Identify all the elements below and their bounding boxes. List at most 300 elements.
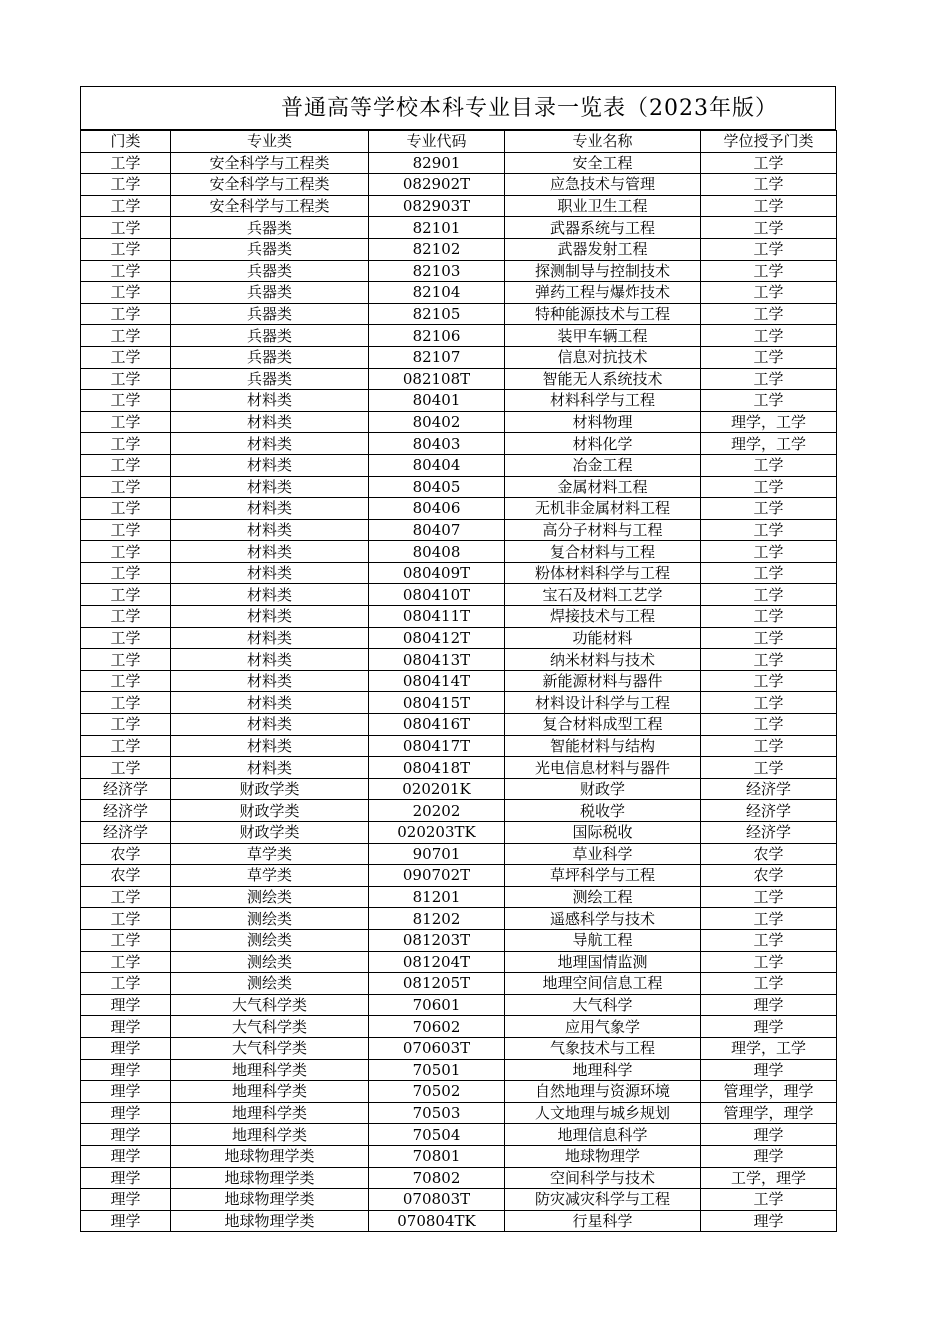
degree-category-cell: 经济学 — [701, 778, 837, 800]
major-name-cell: 行星科学 — [505, 1210, 701, 1232]
degree-category-cell: 工学 — [701, 908, 837, 930]
major-class-cell: 测绘类 — [171, 929, 369, 951]
major-class-cell: 财政学类 — [171, 822, 369, 844]
major-class-cell: 材料类 — [171, 498, 369, 520]
category-cell: 工学 — [81, 260, 171, 282]
major-name-cell: 材料物理 — [505, 411, 701, 433]
major-class-cell: 材料类 — [171, 562, 369, 584]
major-name-cell: 装甲车辆工程 — [505, 325, 701, 347]
category-cell: 工学 — [81, 476, 171, 498]
major-name-cell: 光电信息材料与器件 — [505, 757, 701, 779]
category-cell: 工学 — [81, 217, 171, 239]
table-row — [81, 1145, 837, 1167]
major-code-cell: 082108T — [369, 368, 505, 390]
major-class-cell: 地理科学类 — [171, 1102, 369, 1124]
major-class-cell: 地理科学类 — [171, 1124, 369, 1146]
degree-category-cell: 经济学 — [701, 800, 837, 822]
degree-category-cell: 工学，理学 — [701, 1167, 837, 1189]
category-cell: 工学 — [81, 152, 171, 174]
table-row — [81, 260, 837, 282]
major-class-cell: 兵器类 — [171, 368, 369, 390]
major-code-cell: 70601 — [369, 994, 505, 1016]
degree-category-cell: 理学 — [701, 1059, 837, 1081]
major-code-cell: 080411T — [369, 606, 505, 628]
degree-category-cell: 工学 — [701, 368, 837, 390]
major-code-cell: 70602 — [369, 1016, 505, 1038]
major-code-cell: 081205T — [369, 973, 505, 995]
table-row — [81, 1037, 837, 1059]
column-header-degree-category: 学位授予门类 — [701, 131, 837, 153]
table-row — [81, 174, 837, 196]
major-code-cell: 80406 — [369, 498, 505, 520]
major-class-cell: 安全科学与工程类 — [171, 195, 369, 217]
major-code-cell: 080417T — [369, 735, 505, 757]
degree-category-cell: 工学 — [701, 217, 837, 239]
major-class-cell: 地球物理学类 — [171, 1145, 369, 1167]
major-code-cell: 080418T — [369, 757, 505, 779]
major-name-cell: 草坪科学与工程 — [505, 865, 701, 887]
category-cell: 经济学 — [81, 800, 171, 822]
major-class-cell: 材料类 — [171, 735, 369, 757]
major-class-cell: 安全科学与工程类 — [171, 174, 369, 196]
category-cell: 工学 — [81, 757, 171, 779]
table-row — [81, 606, 837, 628]
category-cell: 工学 — [81, 929, 171, 951]
table-row — [81, 368, 837, 390]
category-cell: 工学 — [81, 303, 171, 325]
degree-category-cell: 工学 — [701, 714, 837, 736]
degree-category-cell: 理学 — [701, 1210, 837, 1232]
major-code-cell: 020203TK — [369, 822, 505, 844]
table-row — [81, 908, 837, 930]
category-cell: 工学 — [81, 282, 171, 304]
title-cell — [80, 86, 836, 130]
table-row — [81, 822, 837, 844]
major-code-cell: 080416T — [369, 714, 505, 736]
degree-category-cell: 工学 — [701, 152, 837, 174]
table-row — [81, 692, 837, 714]
category-cell: 工学 — [81, 174, 171, 196]
category-cell: 理学 — [81, 1124, 171, 1146]
category-cell: 工学 — [81, 606, 171, 628]
major-code-cell: 70802 — [369, 1167, 505, 1189]
major-class-cell: 地球物理学类 — [171, 1210, 369, 1232]
major-code-cell: 82104 — [369, 282, 505, 304]
table-row — [81, 714, 837, 736]
major-name-cell: 复合材料成型工程 — [505, 714, 701, 736]
degree-category-cell: 工学 — [701, 584, 837, 606]
major-name-cell: 遥感科学与技术 — [505, 908, 701, 930]
table-row — [81, 886, 837, 908]
degree-category-cell: 工学 — [701, 390, 837, 412]
major-code-cell: 082902T — [369, 174, 505, 196]
degree-category-cell: 农学 — [701, 843, 837, 865]
major-name-cell: 税收学 — [505, 800, 701, 822]
spreadsheet — [80, 86, 836, 1232]
table-row — [81, 1167, 837, 1189]
degree-category-cell: 管理学，理学 — [701, 1081, 837, 1103]
major-name-cell: 智能无人系统技术 — [505, 368, 701, 390]
major-name-cell: 气象技术与工程 — [505, 1037, 701, 1059]
major-code-cell: 90701 — [369, 843, 505, 865]
major-class-cell: 安全科学与工程类 — [171, 152, 369, 174]
degree-category-cell: 工学 — [701, 174, 837, 196]
table-row — [81, 346, 837, 368]
major-name-cell: 地理空间信息工程 — [505, 973, 701, 995]
degree-category-cell: 工学 — [701, 498, 837, 520]
degree-category-cell: 理学，工学 — [701, 1037, 837, 1059]
major-code-cell: 80405 — [369, 476, 505, 498]
major-code-cell: 82103 — [369, 260, 505, 282]
degree-category-cell: 工学 — [701, 260, 837, 282]
category-cell: 工学 — [81, 584, 171, 606]
major-code-cell: 80403 — [369, 433, 505, 455]
major-class-cell: 兵器类 — [171, 325, 369, 347]
table-row — [81, 1081, 837, 1103]
major-name-cell: 复合材料与工程 — [505, 541, 701, 563]
degree-category-cell: 理学 — [701, 1145, 837, 1167]
table-row — [81, 757, 837, 779]
major-code-cell: 82901 — [369, 152, 505, 174]
table-row — [81, 1102, 837, 1124]
degree-category-cell: 工学 — [701, 238, 837, 260]
major-name-cell: 空间科学与技术 — [505, 1167, 701, 1189]
table-row — [81, 778, 837, 800]
table-row — [81, 541, 837, 563]
major-code-cell: 80407 — [369, 519, 505, 541]
major-class-cell: 材料类 — [171, 606, 369, 628]
major-code-cell: 81202 — [369, 908, 505, 930]
major-name-cell: 粉体材料科学与工程 — [505, 562, 701, 584]
table-row — [81, 994, 837, 1016]
major-code-cell: 080412T — [369, 627, 505, 649]
major-name-cell: 职业卫生工程 — [505, 195, 701, 217]
table-row — [81, 152, 837, 174]
category-cell: 农学 — [81, 843, 171, 865]
major-class-cell: 兵器类 — [171, 238, 369, 260]
category-cell: 理学 — [81, 1016, 171, 1038]
major-class-cell: 材料类 — [171, 757, 369, 779]
major-name-cell: 地理科学 — [505, 1059, 701, 1081]
category-cell: 工学 — [81, 454, 171, 476]
degree-category-cell: 工学 — [701, 757, 837, 779]
column-header-category: 门类 — [81, 131, 171, 153]
major-class-cell: 兵器类 — [171, 346, 369, 368]
degree-category-cell: 工学 — [701, 692, 837, 714]
major-code-cell: 70504 — [369, 1124, 505, 1146]
major-code-cell: 080414T — [369, 670, 505, 692]
degree-category-cell: 工学 — [701, 562, 837, 584]
major-code-cell: 80401 — [369, 390, 505, 412]
major-class-cell: 兵器类 — [171, 260, 369, 282]
table-row — [81, 1059, 837, 1081]
major-code-cell: 82107 — [369, 346, 505, 368]
category-cell: 工学 — [81, 692, 171, 714]
category-cell: 工学 — [81, 886, 171, 908]
category-cell: 理学 — [81, 1081, 171, 1103]
major-name-cell: 导航工程 — [505, 929, 701, 951]
degree-category-cell: 工学 — [701, 519, 837, 541]
degree-category-cell: 理学，工学 — [701, 411, 837, 433]
category-cell: 经济学 — [81, 778, 171, 800]
category-cell: 农学 — [81, 865, 171, 887]
degree-category-cell: 理学，工学 — [701, 433, 837, 455]
category-cell: 工学 — [81, 325, 171, 347]
category-cell: 工学 — [81, 649, 171, 671]
degree-category-cell: 工学 — [701, 627, 837, 649]
major-name-cell: 探测制导与控制技术 — [505, 260, 701, 282]
major-code-cell: 080410T — [369, 584, 505, 606]
degree-category-cell: 工学 — [701, 735, 837, 757]
column-header-major-name: 专业名称 — [505, 131, 701, 153]
category-cell: 工学 — [81, 195, 171, 217]
major-code-cell: 081203T — [369, 929, 505, 951]
table-row — [81, 584, 837, 606]
table-row — [81, 1189, 837, 1211]
major-code-cell: 090702T — [369, 865, 505, 887]
major-name-cell: 国际税收 — [505, 822, 701, 844]
major-class-cell: 测绘类 — [171, 908, 369, 930]
degree-category-cell: 工学 — [701, 606, 837, 628]
major-name-cell: 大气科学 — [505, 994, 701, 1016]
category-cell: 工学 — [81, 627, 171, 649]
table-row — [81, 973, 837, 995]
major-class-cell: 材料类 — [171, 390, 369, 412]
major-name-cell: 自然地理与资源环境 — [505, 1081, 701, 1103]
category-cell: 理学 — [81, 1167, 171, 1189]
degree-category-cell: 工学 — [701, 476, 837, 498]
major-name-cell: 安全工程 — [505, 152, 701, 174]
major-name-cell: 金属材料工程 — [505, 476, 701, 498]
major-name-cell: 信息对抗技术 — [505, 346, 701, 368]
table-row — [81, 929, 837, 951]
degree-category-cell: 工学 — [701, 454, 837, 476]
major-code-cell: 70501 — [369, 1059, 505, 1081]
degree-category-cell: 理学 — [701, 994, 837, 1016]
major-class-cell: 材料类 — [171, 411, 369, 433]
category-cell: 工学 — [81, 908, 171, 930]
major-class-cell: 兵器类 — [171, 303, 369, 325]
table-row — [81, 303, 837, 325]
major-code-cell: 80402 — [369, 411, 505, 433]
table-row — [81, 454, 837, 476]
major-class-cell: 大气科学类 — [171, 1037, 369, 1059]
major-name-cell: 应用气象学 — [505, 1016, 701, 1038]
major-code-cell: 080415T — [369, 692, 505, 714]
major-name-cell: 功能材料 — [505, 627, 701, 649]
major-name-cell: 高分子材料与工程 — [505, 519, 701, 541]
major-name-cell: 无机非金属材料工程 — [505, 498, 701, 520]
degree-category-cell: 工学 — [701, 541, 837, 563]
major-class-cell: 地球物理学类 — [171, 1189, 369, 1211]
major-code-cell: 81201 — [369, 886, 505, 908]
table-row — [81, 670, 837, 692]
major-class-cell: 财政学类 — [171, 800, 369, 822]
table-row — [81, 1210, 837, 1232]
category-cell: 工学 — [81, 390, 171, 412]
category-cell: 工学 — [81, 714, 171, 736]
major-class-cell: 财政学类 — [171, 778, 369, 800]
category-cell: 工学 — [81, 238, 171, 260]
major-class-cell: 材料类 — [171, 584, 369, 606]
major-name-cell: 武器系统与工程 — [505, 217, 701, 239]
degree-category-cell: 农学 — [701, 865, 837, 887]
degree-category-cell: 工学 — [701, 325, 837, 347]
table-row — [81, 1124, 837, 1146]
table-row — [81, 951, 837, 973]
category-cell: 工学 — [81, 973, 171, 995]
major-name-cell: 材料化学 — [505, 433, 701, 455]
column-header-major-class: 专业类 — [171, 131, 369, 153]
degree-category-cell: 工学 — [701, 195, 837, 217]
major-code-cell: 080413T — [369, 649, 505, 671]
degree-category-cell: 工学 — [701, 649, 837, 671]
major-class-cell: 材料类 — [171, 714, 369, 736]
major-name-cell: 地理国情监测 — [505, 951, 701, 973]
major-name-cell: 材料设计科学与工程 — [505, 692, 701, 714]
major-name-cell: 宝石及材料工艺学 — [505, 584, 701, 606]
major-code-cell: 82105 — [369, 303, 505, 325]
major-class-cell: 材料类 — [171, 627, 369, 649]
major-class-cell: 兵器类 — [171, 282, 369, 304]
table-row — [81, 519, 837, 541]
major-class-cell: 材料类 — [171, 476, 369, 498]
degree-category-cell: 理学 — [701, 1016, 837, 1038]
major-class-cell: 地理科学类 — [171, 1081, 369, 1103]
major-class-cell: 兵器类 — [171, 217, 369, 239]
table-row — [81, 433, 837, 455]
category-cell: 工学 — [81, 735, 171, 757]
major-code-cell: 070603T — [369, 1037, 505, 1059]
table-row — [81, 800, 837, 822]
major-code-cell: 70801 — [369, 1145, 505, 1167]
major-class-cell: 测绘类 — [171, 951, 369, 973]
major-class-cell: 地球物理学类 — [171, 1167, 369, 1189]
major-class-cell: 测绘类 — [171, 886, 369, 908]
category-cell: 工学 — [81, 433, 171, 455]
major-name-cell: 地理信息科学 — [505, 1124, 701, 1146]
major-name-cell: 测绘工程 — [505, 886, 701, 908]
major-name-cell: 财政学 — [505, 778, 701, 800]
major-code-cell: 80404 — [369, 454, 505, 476]
major-class-cell: 大气科学类 — [171, 994, 369, 1016]
major-class-cell: 材料类 — [171, 433, 369, 455]
major-class-cell: 材料类 — [171, 454, 369, 476]
major-name-cell: 特种能源技术与工程 — [505, 303, 701, 325]
category-cell: 理学 — [81, 1189, 171, 1211]
major-code-cell: 20202 — [369, 800, 505, 822]
table-row — [81, 238, 837, 260]
category-cell: 工学 — [81, 498, 171, 520]
degree-category-cell: 工学 — [701, 1189, 837, 1211]
major-class-cell: 草学类 — [171, 865, 369, 887]
major-name-cell: 防灾减灾科学与工程 — [505, 1189, 701, 1211]
table-row — [81, 865, 837, 887]
category-cell: 理学 — [81, 994, 171, 1016]
header-row — [81, 131, 837, 153]
major-class-cell: 材料类 — [171, 692, 369, 714]
major-name-cell: 地球物理学 — [505, 1145, 701, 1167]
major-class-cell: 材料类 — [171, 519, 369, 541]
degree-category-cell: 管理学，理学 — [701, 1102, 837, 1124]
major-name-cell: 弹药工程与爆炸技术 — [505, 282, 701, 304]
table-row — [81, 498, 837, 520]
table-row — [81, 735, 837, 757]
major-name-cell: 武器发射工程 — [505, 238, 701, 260]
table-row — [81, 325, 837, 347]
major-name-cell: 焊接技术与工程 — [505, 606, 701, 628]
table-row — [81, 476, 837, 498]
category-cell: 理学 — [81, 1145, 171, 1167]
category-cell: 工学 — [81, 541, 171, 563]
major-code-cell: 82106 — [369, 325, 505, 347]
major-code-cell: 82101 — [369, 217, 505, 239]
degree-category-cell: 工学 — [701, 670, 837, 692]
major-name-cell: 材料科学与工程 — [505, 390, 701, 412]
major-code-cell: 70503 — [369, 1102, 505, 1124]
major-name-cell: 人文地理与城乡规划 — [505, 1102, 701, 1124]
category-cell: 理学 — [81, 1037, 171, 1059]
category-cell: 理学 — [81, 1059, 171, 1081]
category-cell: 理学 — [81, 1102, 171, 1124]
major-name-cell: 新能源材料与器件 — [505, 670, 701, 692]
major-class-cell: 材料类 — [171, 670, 369, 692]
major-code-cell: 70502 — [369, 1081, 505, 1103]
degree-category-cell: 工学 — [701, 929, 837, 951]
table-row — [81, 649, 837, 671]
major-code-cell: 020201K — [369, 778, 505, 800]
category-cell: 工学 — [81, 368, 171, 390]
major-class-cell: 材料类 — [171, 649, 369, 671]
major-name-cell: 冶金工程 — [505, 454, 701, 476]
table-row — [81, 195, 837, 217]
major-code-cell: 081204T — [369, 951, 505, 973]
table-row — [81, 282, 837, 304]
major-class-cell: 草学类 — [171, 843, 369, 865]
category-cell: 工学 — [81, 670, 171, 692]
major-code-cell: 080409T — [369, 562, 505, 584]
table-row — [81, 843, 837, 865]
major-code-cell: 82102 — [369, 238, 505, 260]
degree-category-cell: 工学 — [701, 346, 837, 368]
major-class-cell: 大气科学类 — [171, 1016, 369, 1038]
major-name-cell: 智能材料与结构 — [505, 735, 701, 757]
major-class-cell: 地理科学类 — [171, 1059, 369, 1081]
degree-category-cell: 经济学 — [701, 822, 837, 844]
degree-category-cell: 工学 — [701, 973, 837, 995]
table-row — [81, 411, 837, 433]
table-row — [81, 562, 837, 584]
major-name-cell: 草业科学 — [505, 843, 701, 865]
page-title: 普通高等学校本科专业目录一览表（2023年版） — [281, 96, 778, 121]
degree-category-cell: 工学 — [701, 282, 837, 304]
major-class-cell: 材料类 — [171, 541, 369, 563]
major-name-cell: 应急技术与管理 — [505, 174, 701, 196]
category-cell: 经济学 — [81, 822, 171, 844]
degree-category-cell: 工学 — [701, 303, 837, 325]
table-row — [81, 627, 837, 649]
major-code-cell: 082903T — [369, 195, 505, 217]
category-cell: 工学 — [81, 951, 171, 973]
table-row — [81, 217, 837, 239]
major-class-cell: 测绘类 — [171, 973, 369, 995]
major-code-cell: 070803T — [369, 1189, 505, 1211]
category-cell: 工学 — [81, 411, 171, 433]
category-cell: 理学 — [81, 1210, 171, 1232]
major-name-cell: 纳米材料与技术 — [505, 649, 701, 671]
table-row — [81, 1016, 837, 1038]
major-code-cell: 070804TK — [369, 1210, 505, 1232]
